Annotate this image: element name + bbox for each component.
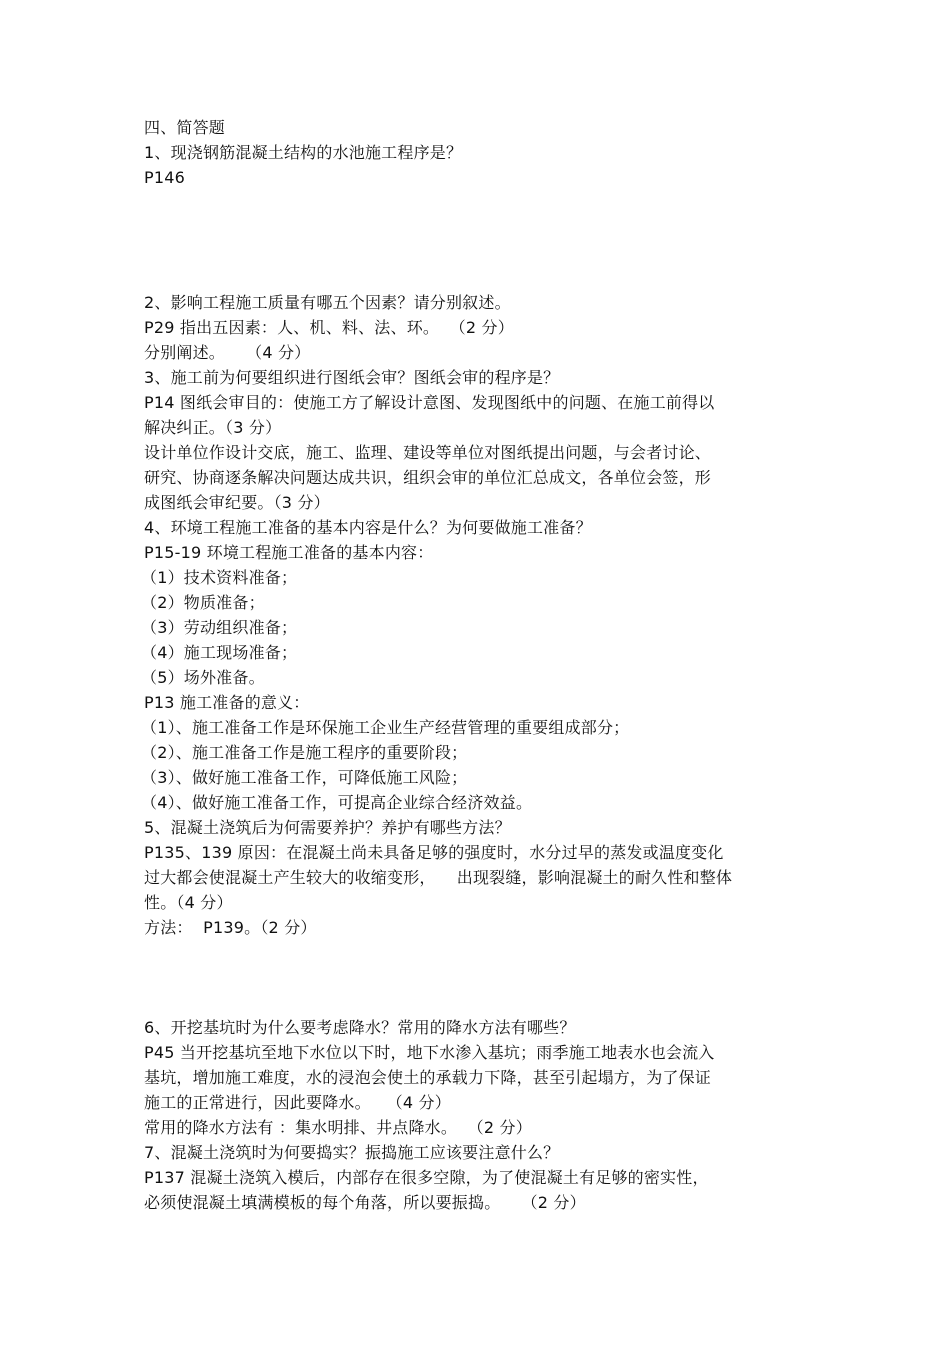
answer-line: P135、139 原因：在混凝土尚未具备足够的强度时，水分过早的蒸发或温度变化: [144, 843, 724, 862]
answer-line: P14 图纸会审目的：使施工方了解设计意图、发现图纸中的问题、在施工前得以: [144, 393, 715, 412]
answer-line: P45 当开挖基坑至地下水位以下时，地下水渗入基坑；雨季施工地表水也会流入: [144, 1043, 715, 1062]
question-7: 7、混凝土浇筑时为何要捣实？振捣施工应该要注意什么？: [144, 1143, 560, 1162]
answer-line: P29 指出五因素：人、机、料、法、环。 （2 分）: [144, 318, 514, 337]
answer-line: 研究、协商逐条解决问题达成共识，组织会审的单位汇总成文，各单位会签，形: [144, 468, 712, 487]
answer-line: 过大都会使混凝土产生较大的收缩变形， 出现裂缝，影响混凝土的耐久性和整体: [144, 868, 733, 887]
answer-line: P15-19 环境工程施工准备的基本内容：: [144, 543, 434, 562]
question-2: 2、影响工程施工质量有哪五个因素？请分别叙述。: [144, 293, 511, 312]
question-5: 5、混凝土浇筑后为何需要养护？养护有哪些方法？: [144, 818, 511, 837]
answer-line: 方法： P139。（2 分）: [144, 918, 317, 937]
answer-line: 基坑，增加施工难度，水的浸泡会使土的承载力下降，甚至引起塌方，为了保证: [144, 1068, 712, 1087]
answer-line: 成图纸会审纪要。（3 分）: [144, 493, 330, 512]
list-item: （1）技术资料准备；: [141, 568, 298, 587]
answer-line: 设计单位作设计交底，施工、监理、建设等单位对图纸提出问题，与会者讨论、: [144, 443, 712, 462]
answer-line: 施工的正常进行，因此要降水。 （4 分）: [144, 1093, 451, 1112]
question-3: 3、施工前为何要组织进行图纸会审？图纸会审的程序是？: [144, 368, 560, 387]
question-1: 1、现浇钢筋混凝土结构的水池施工程序是？: [144, 143, 463, 162]
answer-line: 解决纠正。（3 分）: [144, 418, 282, 437]
answer-line: 必须使混凝土填满模板的每个角落，所以要振捣。 （2 分）: [144, 1193, 586, 1212]
question-6: 6、开挖基坑时为什么要考虑降水？常用的降水方法有哪些？: [144, 1018, 576, 1037]
answer-line: P137 混凝土浇筑入模后，内部存在很多空隙，为了使混凝土有足够的密实性，: [144, 1168, 709, 1187]
answer-line: 常用的降水方法有 ：集水明排、井点降水。 （2 分）: [144, 1118, 532, 1137]
answer-line: P13 施工准备的意义：: [144, 693, 310, 712]
list-item: （3）劳动组织准备；: [141, 618, 298, 637]
list-item: （1）、施工准备工作是环保施工企业生产经营管理的重要组成部分；: [141, 718, 630, 737]
list-item: （4）、做好施工准备工作，可提高企业综合经济效益。: [141, 793, 533, 812]
list-item: （5）场外准备。: [141, 668, 265, 687]
list-item: （2）、施工准备工作是施工程序的重要阶段；: [141, 743, 468, 762]
answer-line: 性。（4 分）: [144, 893, 233, 912]
section-heading: 四、简答题: [144, 118, 226, 137]
answer-line: P146: [144, 168, 185, 187]
list-item: （3）、做好施工准备工作，可降低施工风险；: [141, 768, 468, 787]
list-item: （2）物质准备；: [141, 593, 265, 612]
question-4: 4、环境工程施工准备的基本内容是什么？为何要做施工准备？: [144, 518, 592, 537]
answer-line: 分别阐述。 （4 分）: [144, 343, 311, 362]
list-item: （4）施工现场准备；: [141, 643, 298, 662]
